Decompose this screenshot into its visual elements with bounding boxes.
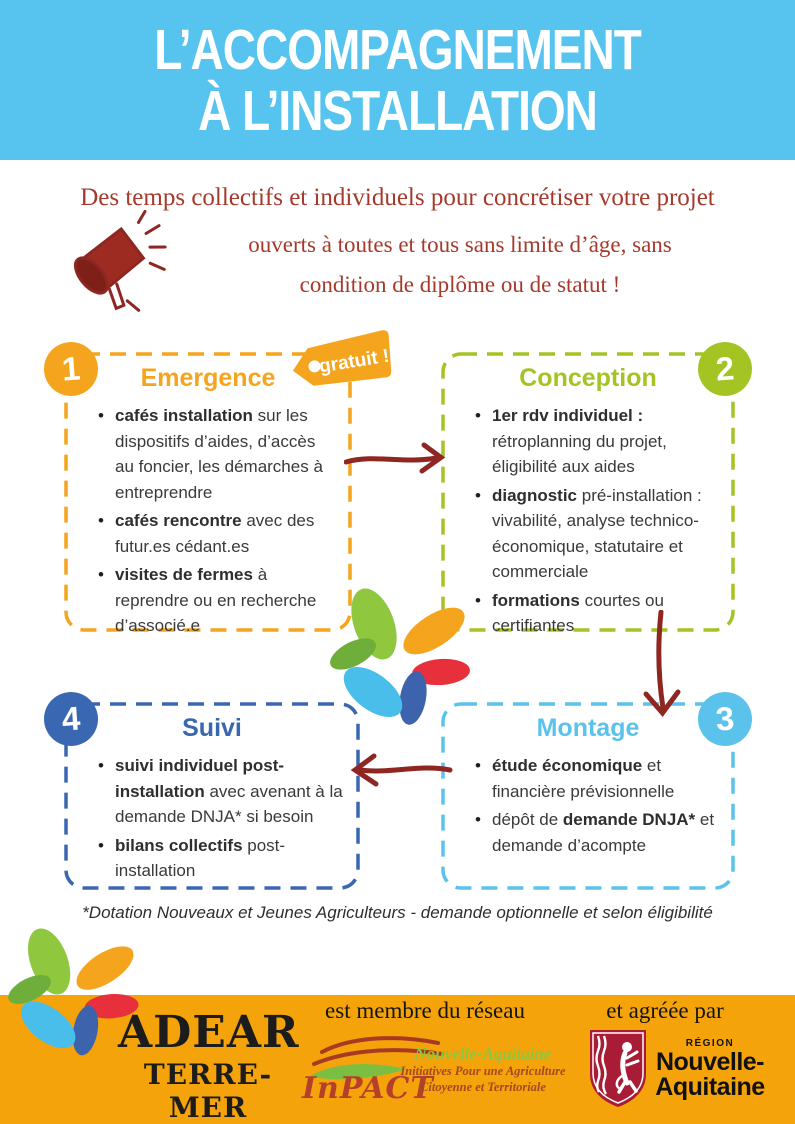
badge-label: gratuit ! bbox=[317, 345, 391, 378]
arrow-right-icon bbox=[344, 440, 454, 480]
flower-icon bbox=[330, 588, 480, 734]
arrow-down-icon bbox=[633, 610, 693, 728]
step-1-bullets: • cafés installation sur les dispositifs d’aides, d’accès au foncier, les démarches à entreprendre • cafés rencontre avec des futur.es cédant.es • visites de fermes à reprendre ou en recherche d’associé.e bbox=[98, 403, 338, 639]
page-title-line1: L’ACCOMPAGNEMENT bbox=[154, 17, 641, 82]
inpact-network-block bbox=[398, 1044, 568, 1095]
megaphone-icon bbox=[60, 210, 172, 318]
step-1-title: Emergence bbox=[140, 364, 276, 392]
header-banner bbox=[0, 0, 795, 160]
arrow-left-icon bbox=[348, 750, 453, 792]
member-network-text: est membre du réseau bbox=[325, 998, 525, 1023]
adear-subname: TERRE-MER bbox=[143, 1058, 273, 1124]
step-3-bullets: • étude économique et financière prévisionnelle • dépôt de demande DNJA* et demande d’acompte bbox=[475, 753, 721, 858]
step-2-bullets: • 1er rdv individuel : rétroplanning du projet, éligibilité aux aides • diagnostic pré-installation : vivabilité, analyse technico-économique, statutaire et commerciale • formations courtes ou certifiantes bbox=[475, 403, 721, 639]
intro-headline: Des temps collectifs et individuels pour concrétiser votre projet bbox=[80, 184, 715, 211]
approved-by-text: et agréée par bbox=[606, 998, 724, 1023]
step-2-box bbox=[441, 352, 735, 635]
adear-name: ADEAR bbox=[118, 1007, 300, 1058]
page-title-line2: À L’INSTALLATION bbox=[198, 78, 597, 142]
step-4-bullets: • suivi individuel post-installation avec avenant à la demande DNJA* si besoin • bilans collectifs post-installation bbox=[98, 753, 346, 884]
page-title bbox=[0, 17, 795, 142]
region-name-line1: Nouvelle- bbox=[655, 1048, 765, 1076]
step-2-number-badge: 2 bbox=[696, 340, 754, 398]
inpact-tagline-1: Initiatives Pour une Agriculture bbox=[400, 1064, 566, 1078]
inpact-network-name: Nouvelle-Aquitaine bbox=[414, 1044, 552, 1063]
step-2-title: Conception bbox=[519, 364, 657, 392]
step-4-title: Suivi bbox=[182, 714, 242, 742]
adear-logo-text bbox=[118, 1007, 300, 1124]
free-badge bbox=[286, 326, 397, 396]
region-shield-icon bbox=[587, 1028, 649, 1110]
footnote: *Dotation Nouveaux et Jeunes Agriculteurs - demande optionnelle et selon éligibilité bbox=[82, 903, 713, 922]
step-3-title: Montage bbox=[536, 714, 640, 742]
intro-line1: ouverts à toutes et tous sans limite d’âge, sans bbox=[248, 232, 672, 257]
inpact-logo-name: InPACT bbox=[302, 1071, 434, 1104]
step-3-box bbox=[441, 702, 735, 890]
region-label-small: RÉGION bbox=[685, 1038, 735, 1049]
step-1-number-badge: 1 bbox=[42, 340, 100, 398]
region-name-line2: Aquitaine bbox=[655, 1072, 765, 1101]
inpact-tagline-2: Citoyenne et Territoriale bbox=[420, 1079, 546, 1094]
step-1-box bbox=[64, 352, 352, 635]
step-4-number-badge: 4 bbox=[42, 690, 100, 748]
step-3-number-badge: 3 bbox=[696, 690, 754, 748]
intro-line2: condition de diplôme ou de statut ! bbox=[299, 272, 621, 297]
step-4-box bbox=[64, 702, 360, 890]
region-logo-text bbox=[655, 1038, 765, 1099]
